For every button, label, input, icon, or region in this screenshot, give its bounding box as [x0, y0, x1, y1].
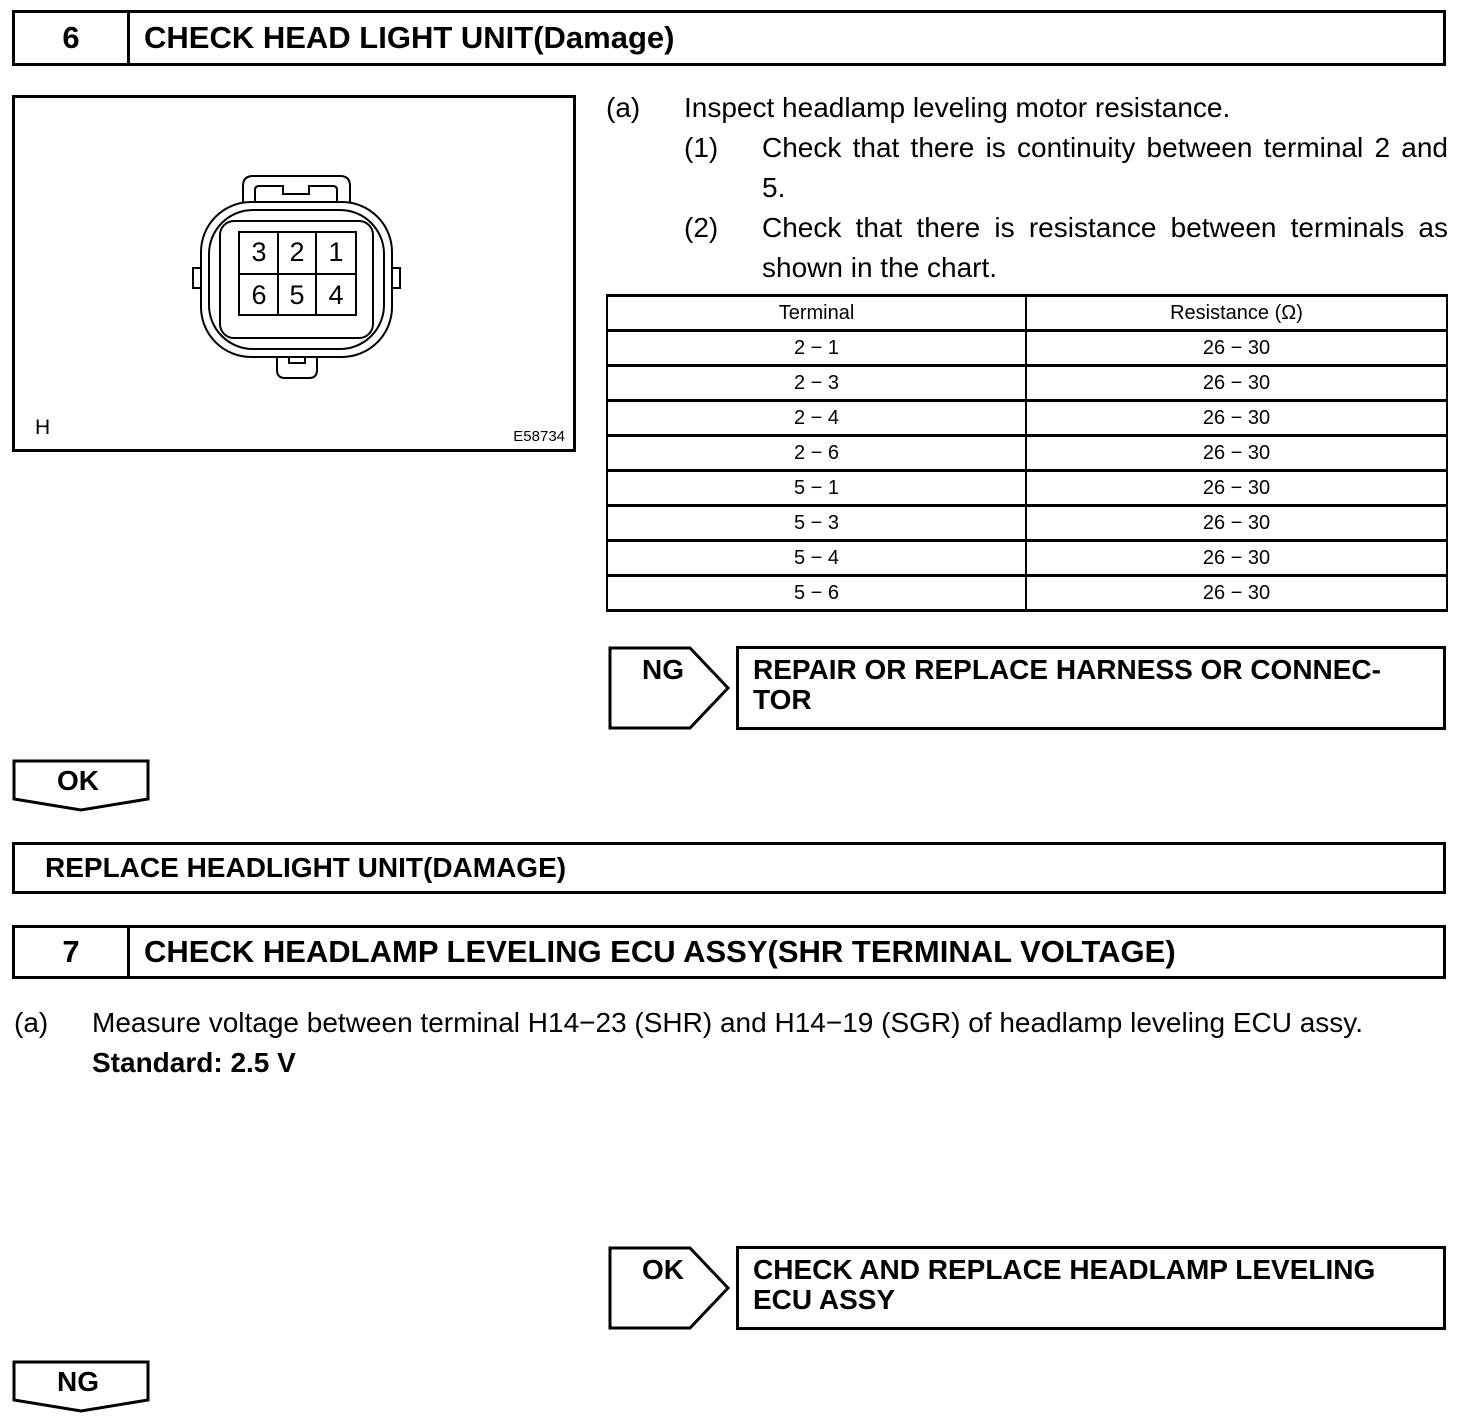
ok-branch-7[interactable] [608, 1246, 1448, 1330]
column-header-terminal: Terminal [607, 296, 1026, 331]
resistance-cell: 26 − 30 [1026, 366, 1447, 401]
resistance-cell: 26 − 30 [1026, 506, 1447, 541]
standard-value: Standard: 2.5 V [92, 1047, 296, 1078]
terminal-label: 3 [251, 237, 267, 267]
resistance-table [606, 294, 1448, 612]
item-text: Measure voltage between terminal H14−23 (SHR) and H14−19 (SGR) of headlamp leveling ECU assy. [92, 1007, 1364, 1038]
terminal-cell: 5 − 1 [607, 471, 1026, 506]
procedure-7 [14, 1003, 1448, 1087]
ok-tag: OK [642, 1254, 684, 1285]
table-header-row [607, 296, 1447, 331]
table-row [607, 366, 1447, 401]
table-row [607, 576, 1447, 611]
subitem-text: Check that there is continuity between terminal 2 and 5. [762, 132, 1448, 203]
terminal-label: 2 [289, 237, 305, 267]
subitem-label: (2) [684, 212, 719, 243]
column-header-resistance: Resistance (Ω) [1026, 296, 1447, 331]
terminal-cell: 5 − 4 [607, 541, 1026, 576]
ng-tag-7[interactable] [12, 1360, 150, 1414]
ok-label: OK [57, 765, 99, 796]
item-text: Inspect headlamp leveling motor resistance. [684, 92, 1231, 123]
ok-action-box: CHECK AND REPLACE HEADLAMP LEVELING ECU ASSY [736, 1246, 1446, 1330]
ng-action-box: REPAIR OR REPLACE HARNESS OR CONNEC- TOR [736, 646, 1446, 730]
result-replace-headlight: REPLACE HEADLIGHT UNIT(DAMAGE) [12, 842, 1446, 894]
terminal-cell: 2 − 6 [607, 436, 1026, 471]
figure-code: E58734 [513, 428, 565, 445]
terminal-cell: 2 − 1 [607, 331, 1026, 366]
connector-illustration [12, 95, 576, 452]
figure-corner-letter: H [35, 416, 51, 439]
subitem-text: Check that there is resistance between terminals as shown in the chart. [762, 212, 1448, 283]
resistance-cell: 26 − 30 [1026, 401, 1447, 436]
subitem-label: (1) [684, 132, 719, 163]
table-row [607, 541, 1447, 576]
terminal-cell: 5 − 6 [607, 576, 1026, 611]
item-label: (a) [606, 92, 641, 123]
terminal-label: 4 [328, 280, 344, 310]
terminal-label: 1 [328, 237, 344, 267]
step-title: CHECK HEADLAMP LEVELING ECU ASSY(SHR TERMINAL VOLTAGE) [144, 934, 1176, 969]
table-row [607, 331, 1447, 366]
step-number: 7 [15, 928, 130, 976]
ng-tag: NG [642, 654, 684, 685]
ng-label: NG [57, 1366, 99, 1397]
table-row [607, 471, 1447, 506]
step-7-header [12, 925, 1446, 979]
table-row [607, 436, 1447, 471]
connector-drawing [15, 98, 573, 449]
resistance-cell: 26 − 30 [1026, 576, 1447, 611]
terminal-label: 6 [251, 280, 267, 310]
resistance-cell: 26 − 30 [1026, 541, 1447, 576]
table-row [607, 506, 1447, 541]
terminal-cell: 2 − 3 [607, 366, 1026, 401]
step-number: 6 [15, 13, 130, 63]
resistance-cell: 26 − 30 [1026, 331, 1447, 366]
terminal-cell: 2 − 4 [607, 401, 1026, 436]
item-label: (a) [14, 1007, 49, 1038]
terminal-label: 5 [289, 280, 305, 310]
resistance-cell: 26 − 30 [1026, 436, 1447, 471]
ng-branch-6[interactable] [608, 646, 1448, 730]
step-title: CHECK HEAD LIGHT UNIT(Damage) [144, 20, 675, 55]
procedure-6 [606, 88, 1448, 288]
ok-tag-6[interactable] [12, 759, 150, 813]
resistance-cell: 26 − 30 [1026, 471, 1447, 506]
terminal-cell: 5 − 3 [607, 506, 1026, 541]
table-row [607, 401, 1447, 436]
step-6-header [12, 10, 1446, 66]
